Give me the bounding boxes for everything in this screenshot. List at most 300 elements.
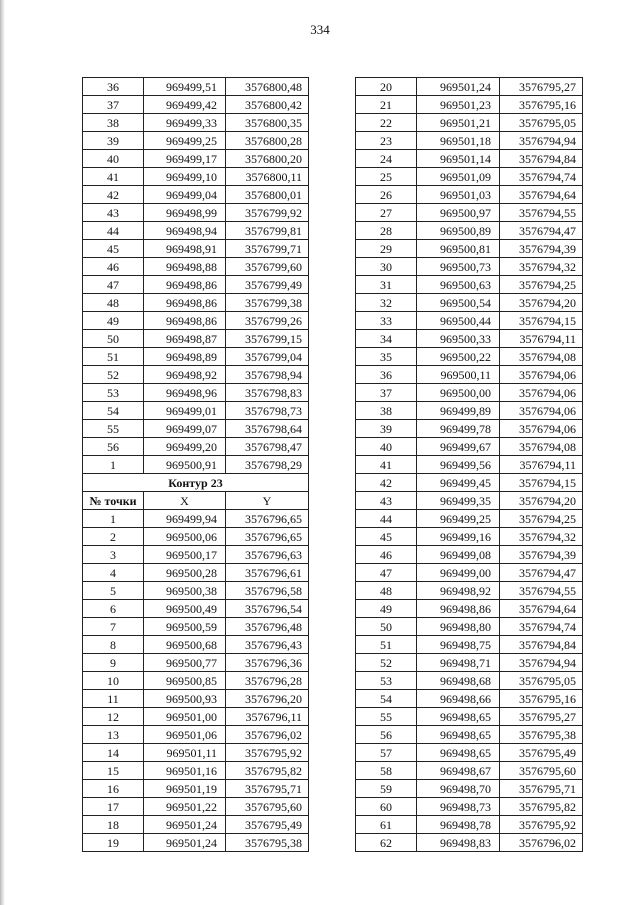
y-coordinate-cell: 3576794,47 <box>500 564 583 582</box>
x-coordinate-cell: 969500,81 <box>417 240 500 258</box>
table-row <box>356 186 583 204</box>
x-coordinate-cell: 969500,59 <box>144 618 226 636</box>
y-coordinate-cell: 3576795,82 <box>226 762 309 780</box>
table-row <box>356 294 583 312</box>
table-row <box>83 744 309 762</box>
y-coordinate-cell: 3576794,06 <box>500 402 583 420</box>
x-coordinate-cell: 969500,28 <box>144 564 226 582</box>
y-coordinate-cell: 3576794,32 <box>500 528 583 546</box>
x-coordinate-cell: 969500,97 <box>417 204 500 222</box>
table-row <box>83 708 309 726</box>
point-number-cell: 7 <box>83 618 144 636</box>
point-number-cell: 44 <box>356 510 417 528</box>
table-row <box>83 168 309 186</box>
table-row <box>356 276 583 294</box>
table-row <box>356 222 583 240</box>
x-coordinate-cell: 969501,24 <box>144 816 226 834</box>
point-number-cell: 21 <box>356 96 417 114</box>
point-number-cell: 52 <box>356 654 417 672</box>
point-number-cell: 48 <box>356 582 417 600</box>
table-row <box>83 78 309 96</box>
x-coordinate-cell: 969498,65 <box>417 726 500 744</box>
y-coordinate-cell: 3576800,48 <box>226 78 309 96</box>
x-coordinate-cell: 969498,71 <box>417 654 500 672</box>
table-row <box>83 456 309 474</box>
point-number-cell: 40 <box>83 150 144 168</box>
x-coordinate-cell: 969501,24 <box>417 78 500 96</box>
table-row <box>83 636 309 654</box>
point-number-cell: 44 <box>83 222 144 240</box>
x-coordinate-cell: 969501,16 <box>144 762 226 780</box>
y-coordinate-cell: 3576794,11 <box>500 330 583 348</box>
table-row <box>83 816 309 834</box>
x-coordinate-cell: 969500,85 <box>144 672 226 690</box>
x-coordinate-cell: 969498,96 <box>144 384 226 402</box>
table-row <box>356 438 583 456</box>
table-row <box>83 114 309 132</box>
x-coordinate-cell: 969501,22 <box>144 798 226 816</box>
table-row <box>356 492 583 510</box>
point-number-cell: 28 <box>356 222 417 240</box>
point-number-cell: 37 <box>356 384 417 402</box>
x-coordinate-cell: 969501,23 <box>417 96 500 114</box>
y-coordinate-cell: 3576795,60 <box>500 762 583 780</box>
x-coordinate-cell: 969500,54 <box>417 294 500 312</box>
point-number-cell: 56 <box>83 438 144 456</box>
x-coordinate-cell: 969500,63 <box>417 276 500 294</box>
y-coordinate-cell: 3576799,81 <box>226 222 309 240</box>
x-coordinate-cell: 969501,19 <box>144 780 226 798</box>
x-coordinate-cell: 969501,03 <box>417 186 500 204</box>
y-coordinate-cell: 3576794,25 <box>500 276 583 294</box>
y-coordinate-cell: 3576795,27 <box>500 708 583 726</box>
table-row <box>356 420 583 438</box>
y-coordinate-cell: 3576794,06 <box>500 420 583 438</box>
table-row <box>356 474 583 492</box>
point-number-cell: 42 <box>356 474 417 492</box>
x-coordinate-cell: 969501,14 <box>417 150 500 168</box>
point-number-cell: 59 <box>356 780 417 798</box>
table-row <box>83 582 309 600</box>
x-coordinate-cell: 969501,06 <box>144 726 226 744</box>
point-number-cell: 40 <box>356 438 417 456</box>
x-coordinate-cell: 969498,83 <box>417 834 500 852</box>
table-row <box>356 816 583 834</box>
x-coordinate-cell: 969498,92 <box>417 582 500 600</box>
y-coordinate-cell: 3576794,64 <box>500 186 583 204</box>
point-number-cell: 16 <box>83 780 144 798</box>
y-coordinate-cell: 3576799,38 <box>226 294 309 312</box>
x-coordinate-cell: 969499,00 <box>417 564 500 582</box>
point-number-cell: 30 <box>356 258 417 276</box>
x-coordinate-cell: 969500,17 <box>144 546 226 564</box>
table-row <box>356 708 583 726</box>
y-coordinate-cell: 3576798,47 <box>226 438 309 456</box>
table-row <box>83 726 309 744</box>
point-number-cell: 36 <box>83 78 144 96</box>
point-number-cell: 51 <box>356 636 417 654</box>
point-number-cell: 55 <box>83 420 144 438</box>
table-row <box>356 204 583 222</box>
point-number-cell: 43 <box>356 492 417 510</box>
table-row <box>83 618 309 636</box>
point-number-cell: 57 <box>356 744 417 762</box>
point-number-cell: 27 <box>356 204 417 222</box>
x-coordinate-cell: 969498,86 <box>144 312 226 330</box>
point-number-cell: 33 <box>356 312 417 330</box>
point-number-cell: 46 <box>83 258 144 276</box>
point-number-cell: 24 <box>356 150 417 168</box>
y-coordinate-cell: 3576799,60 <box>226 258 309 276</box>
table-row <box>83 672 309 690</box>
table-row <box>356 96 583 114</box>
point-number-cell: 41 <box>356 456 417 474</box>
y-coordinate-cell: 3576794,94 <box>500 654 583 672</box>
point-number-cell: 56 <box>356 726 417 744</box>
x-coordinate-cell: 969501,00 <box>144 708 226 726</box>
table-row <box>356 114 583 132</box>
point-number-cell: 52 <box>83 366 144 384</box>
point-number-cell: 50 <box>83 330 144 348</box>
x-coordinate-cell: 969498,89 <box>144 348 226 366</box>
left-coordinates-table <box>82 77 309 852</box>
y-coordinate-cell: 3576800,11 <box>226 168 309 186</box>
y-coordinate-cell: 3576799,71 <box>226 240 309 258</box>
x-coordinate-cell: 969498,65 <box>417 744 500 762</box>
table-row <box>83 312 309 330</box>
x-coordinate-cell: 969498,86 <box>144 294 226 312</box>
table-row <box>83 384 309 402</box>
x-coordinate-cell: 969500,33 <box>417 330 500 348</box>
table-row <box>83 762 309 780</box>
right-coordinates-table <box>355 77 583 852</box>
table-row <box>83 294 309 312</box>
point-number-cell: 60 <box>356 798 417 816</box>
table-row <box>356 456 583 474</box>
x-coordinate-cell: 969500,73 <box>417 258 500 276</box>
x-coordinate-cell: 969500,00 <box>417 384 500 402</box>
y-coordinate-cell: 3576799,04 <box>226 348 309 366</box>
x-coordinate-cell: 969498,88 <box>144 258 226 276</box>
table-row <box>83 690 309 708</box>
x-coordinate-cell: 969498,67 <box>417 762 500 780</box>
x-coordinate-cell: 969499,20 <box>144 438 226 456</box>
x-coordinate-cell: 969501,11 <box>144 744 226 762</box>
point-number-cell: 38 <box>83 114 144 132</box>
table-row <box>356 744 583 762</box>
y-coordinate-cell: 3576796,20 <box>226 690 309 708</box>
x-coordinate-cell: 969500,77 <box>144 654 226 672</box>
y-coordinate-cell: 3576795,38 <box>226 834 309 852</box>
x-coordinate-cell: 969500,89 <box>417 222 500 240</box>
point-number-cell: 18 <box>83 816 144 834</box>
point-number-cell: 26 <box>356 186 417 204</box>
point-number-cell: 62 <box>356 834 417 852</box>
table-row <box>356 636 583 654</box>
point-number-cell: 13 <box>83 726 144 744</box>
y-coordinate-cell: 3576795,05 <box>500 114 583 132</box>
table-row <box>356 348 583 366</box>
table-row <box>83 258 309 276</box>
point-number-cell: 37 <box>83 96 144 114</box>
table-row <box>356 384 583 402</box>
table-row <box>83 402 309 420</box>
x-coordinate-cell: 969499,56 <box>417 456 500 474</box>
x-coordinate-cell: 969498,66 <box>417 690 500 708</box>
x-coordinate-cell: 969498,92 <box>144 366 226 384</box>
table-row <box>356 672 583 690</box>
x-coordinate-cell: 969499,67 <box>417 438 500 456</box>
table-row <box>356 168 583 186</box>
y-coordinate-cell: 3576796,43 <box>226 636 309 654</box>
contour-title: Контур 23 <box>83 474 309 492</box>
table-row <box>356 510 583 528</box>
y-coordinate-cell: 3576796,28 <box>226 672 309 690</box>
x-coordinate-cell: 969499,35 <box>417 492 500 510</box>
table-row <box>83 510 309 528</box>
y-coordinate-cell: 3576794,08 <box>500 438 583 456</box>
y-coordinate-cell: 3576800,01 <box>226 186 309 204</box>
y-coordinate-cell: 3576795,60 <box>226 798 309 816</box>
y-coordinate-cell: 3576794,84 <box>500 636 583 654</box>
y-coordinate-cell: 3576794,94 <box>500 132 583 150</box>
x-coordinate-cell: 969501,24 <box>144 834 226 852</box>
y-coordinate-cell: 3576794,08 <box>500 348 583 366</box>
point-number-cell: 22 <box>356 114 417 132</box>
x-coordinate-cell: 969499,16 <box>417 528 500 546</box>
point-number-cell: 43 <box>83 204 144 222</box>
y-coordinate-cell: 3576795,49 <box>226 816 309 834</box>
y-coordinate-cell: 3576798,83 <box>226 384 309 402</box>
y-coordinate-cell: 3576794,55 <box>500 582 583 600</box>
x-coordinate-cell: 969499,17 <box>144 150 226 168</box>
y-coordinate-cell: 3576796,02 <box>500 834 583 852</box>
point-number-cell: 49 <box>83 312 144 330</box>
y-coordinate-cell: 3576800,20 <box>226 150 309 168</box>
y-coordinate-cell: 3576795,05 <box>500 672 583 690</box>
table-row <box>83 564 309 582</box>
x-coordinate-cell: 969498,73 <box>417 798 500 816</box>
x-header: X <box>144 492 226 510</box>
x-coordinate-cell: 969500,11 <box>417 366 500 384</box>
y-coordinate-cell: 3576794,25 <box>500 510 583 528</box>
y-coordinate-cell: 3576796,02 <box>226 726 309 744</box>
point-number-cell: 8 <box>83 636 144 654</box>
point-number-cell: 31 <box>356 276 417 294</box>
point-number-cell: 39 <box>356 420 417 438</box>
y-coordinate-cell: 3576794,39 <box>500 240 583 258</box>
table-row <box>356 330 583 348</box>
y-coordinate-cell: 3576800,28 <box>226 132 309 150</box>
y-coordinate-cell: 3576795,38 <box>500 726 583 744</box>
table-row <box>83 186 309 204</box>
y-coordinate-cell: 3576799,15 <box>226 330 309 348</box>
point-number-cell: 17 <box>83 798 144 816</box>
point-number-cell: 50 <box>356 618 417 636</box>
point-number-cell: 51 <box>83 348 144 366</box>
table-row <box>356 546 583 564</box>
table-row <box>356 132 583 150</box>
x-coordinate-cell: 969499,25 <box>417 510 500 528</box>
x-coordinate-cell: 969499,07 <box>144 420 226 438</box>
x-coordinate-cell: 969498,91 <box>144 240 226 258</box>
x-coordinate-cell: 969500,91 <box>144 456 226 474</box>
table-row <box>83 438 309 456</box>
point-number-cell: 39 <box>83 132 144 150</box>
point-number-cell: 10 <box>83 672 144 690</box>
x-coordinate-cell: 969498,75 <box>417 636 500 654</box>
point-number-cell: 4 <box>83 564 144 582</box>
point-number-cell: 11 <box>83 690 144 708</box>
table-row <box>83 600 309 618</box>
point-number-cell: 58 <box>356 762 417 780</box>
point-number-cell: 46 <box>356 546 417 564</box>
point-number-cell: 48 <box>83 294 144 312</box>
point-number-cell: 6 <box>83 600 144 618</box>
table-row <box>356 654 583 672</box>
y-coordinate-cell: 3576794,11 <box>500 456 583 474</box>
table-row <box>83 222 309 240</box>
table-row <box>83 132 309 150</box>
x-coordinate-cell: 969500,68 <box>144 636 226 654</box>
point-number-cell: 36 <box>356 366 417 384</box>
point-number-cell: 9 <box>83 654 144 672</box>
x-coordinate-cell: 969501,09 <box>417 168 500 186</box>
table-row <box>83 204 309 222</box>
table-row <box>356 762 583 780</box>
point-number-cell: 49 <box>356 600 417 618</box>
point-number-cell: 3 <box>83 546 144 564</box>
table-row <box>83 366 309 384</box>
y-coordinate-cell: 3576798,73 <box>226 402 309 420</box>
x-coordinate-cell: 969499,01 <box>144 402 226 420</box>
x-coordinate-cell: 969498,70 <box>417 780 500 798</box>
y-coordinate-cell: 3576800,35 <box>226 114 309 132</box>
x-coordinate-cell: 969500,49 <box>144 600 226 618</box>
y-coordinate-cell: 3576799,49 <box>226 276 309 294</box>
y-coordinate-cell: 3576795,71 <box>226 780 309 798</box>
x-coordinate-cell: 969499,89 <box>417 402 500 420</box>
x-coordinate-cell: 969498,68 <box>417 672 500 690</box>
y-coordinate-cell: 3576794,15 <box>500 474 583 492</box>
table-row <box>83 96 309 114</box>
y-coordinate-cell: 3576795,92 <box>226 744 309 762</box>
table-row <box>356 798 583 816</box>
x-coordinate-cell: 969500,93 <box>144 690 226 708</box>
table-row <box>356 726 583 744</box>
x-coordinate-cell: 969500,22 <box>417 348 500 366</box>
y-coordinate-cell: 3576795,71 <box>500 780 583 798</box>
point-number-cell: 1 <box>83 510 144 528</box>
table-row <box>356 366 583 384</box>
x-coordinate-cell: 969499,78 <box>417 420 500 438</box>
point-number-cell: 41 <box>83 168 144 186</box>
y-coordinate-cell: 3576794,47 <box>500 222 583 240</box>
y-coordinate-cell: 3576799,26 <box>226 312 309 330</box>
x-coordinate-cell: 969499,94 <box>144 510 226 528</box>
y-coordinate-cell: 3576794,84 <box>500 150 583 168</box>
x-coordinate-cell: 969498,99 <box>144 204 226 222</box>
point-number-cell: 19 <box>83 834 144 852</box>
point-number-cell: 35 <box>356 348 417 366</box>
y-coordinate-cell: 3576794,20 <box>500 294 583 312</box>
point-number-cell: 38 <box>356 402 417 420</box>
point-number-cell: 32 <box>356 294 417 312</box>
y-coordinate-cell: 3576796,54 <box>226 600 309 618</box>
table-row <box>356 402 583 420</box>
point-number-cell: 20 <box>356 78 417 96</box>
table-row <box>356 780 583 798</box>
x-coordinate-cell: 969501,21 <box>417 114 500 132</box>
point-number-cell: 25 <box>356 168 417 186</box>
y-coordinate-cell: 3576795,16 <box>500 96 583 114</box>
y-coordinate-cell: 3576795,49 <box>500 744 583 762</box>
point-number-cell: 54 <box>83 402 144 420</box>
y-coordinate-cell: 3576796,36 <box>226 654 309 672</box>
table-row <box>356 690 583 708</box>
point-number-cell: 34 <box>356 330 417 348</box>
point-number-cell: 53 <box>83 384 144 402</box>
y-coordinate-cell: 3576796,65 <box>226 510 309 528</box>
table-row <box>356 312 583 330</box>
point-number-cell: 2 <box>83 528 144 546</box>
point-number-cell: 5 <box>83 582 144 600</box>
table-row <box>83 348 309 366</box>
x-coordinate-cell: 969498,78 <box>417 816 500 834</box>
x-coordinate-cell: 969498,86 <box>417 600 500 618</box>
point-number-cell: 54 <box>356 690 417 708</box>
x-coordinate-cell: 969499,25 <box>144 132 226 150</box>
x-coordinate-cell: 969498,80 <box>417 618 500 636</box>
table-row <box>83 276 309 294</box>
point-number-cell: 45 <box>356 528 417 546</box>
contour-title-row <box>83 474 309 492</box>
table-row <box>356 618 583 636</box>
table-row <box>83 240 309 258</box>
point-number-cell: 53 <box>356 672 417 690</box>
table-row <box>356 528 583 546</box>
y-coordinate-cell: 3576794,74 <box>500 168 583 186</box>
point-number-cell: 55 <box>356 708 417 726</box>
y-coordinate-cell: 3576796,61 <box>226 564 309 582</box>
x-coordinate-cell: 969499,42 <box>144 96 226 114</box>
y-coordinate-cell: 3576796,48 <box>226 618 309 636</box>
y-coordinate-cell: 3576794,74 <box>500 618 583 636</box>
table-row <box>83 330 309 348</box>
point-number-cell: 47 <box>83 276 144 294</box>
table-row <box>83 798 309 816</box>
y-coordinate-cell: 3576794,39 <box>500 546 583 564</box>
y-coordinate-cell: 3576796,63 <box>226 546 309 564</box>
y-coordinate-cell: 3576794,64 <box>500 600 583 618</box>
y-coordinate-cell: 3576795,27 <box>500 78 583 96</box>
x-coordinate-cell: 969499,08 <box>417 546 500 564</box>
point-number-cell: 45 <box>83 240 144 258</box>
x-coordinate-cell: 969498,94 <box>144 222 226 240</box>
y-coordinate-cell: 3576794,20 <box>500 492 583 510</box>
table-row <box>356 150 583 168</box>
table-row <box>356 240 583 258</box>
table-row <box>83 780 309 798</box>
table-row <box>356 600 583 618</box>
point-number-cell: 61 <box>356 816 417 834</box>
table-row <box>83 150 309 168</box>
point-number-cell: 47 <box>356 564 417 582</box>
y-coordinate-cell: 3576795,16 <box>500 690 583 708</box>
x-coordinate-cell: 969499,51 <box>144 78 226 96</box>
x-coordinate-cell: 969499,33 <box>144 114 226 132</box>
y-coordinate-cell: 3576795,82 <box>500 798 583 816</box>
